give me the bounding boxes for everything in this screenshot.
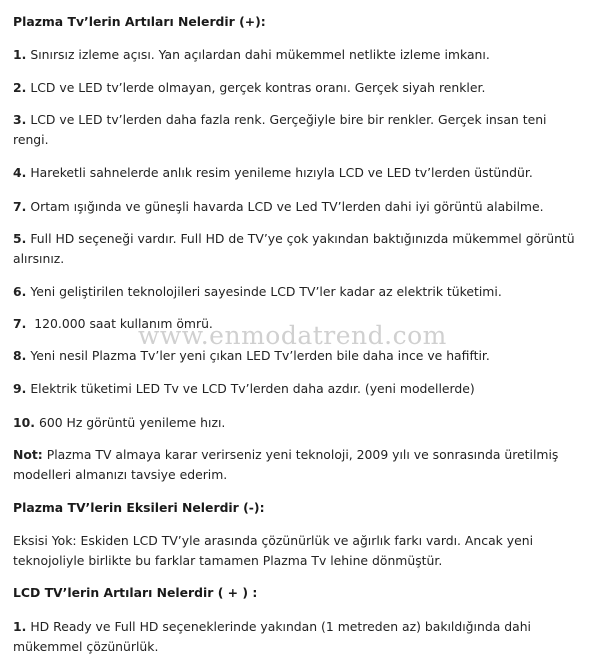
note-paragraph: Not: Plazma TV almaya karar verirseniz yeni teknoloji, 2009 yılı ve sonrasında üretilmiş modelleri almanızı tavsiye ederim. bbox=[13, 447, 559, 482]
list-item: 1. HD Ready ve Full HD seçeneklerinde yakından (1 metreden az) bakıldığında dahi mükemmel çözünürlük. bbox=[13, 619, 531, 654]
list-item: 10. 600 Hz görüntü yenileme hızı. bbox=[13, 415, 226, 430]
list-item: 7. 120.000 saat kullanım ömrü. bbox=[13, 316, 213, 331]
site-watermark: www.enmodatrend.com bbox=[138, 321, 447, 350]
list-item: 5. Full HD seçeneği vardır. Full HD de TV’ye çok yakından baktığınızda mükemmel görüntü alırsınız. bbox=[13, 231, 575, 266]
list-item: 4. Hareketli sahnelerde anlık resim yenileme hızıyla LCD ve LED tv’lerden üstündür. bbox=[13, 165, 533, 180]
list-item: 9. Elektrik tüketimi LED Tv ve LCD Tv’lerden daha azdır. (yeni modellerde) bbox=[13, 381, 475, 396]
heading-plasma-pros: Plazma Tv’lerin Artıları Nelerdir (+): bbox=[13, 14, 266, 29]
heading-lcd-pros: LCD TV’lerin Artıları Nelerdir ( + ) : bbox=[13, 585, 258, 600]
list-item: 7. Ortam ışığında ve güneşli havarda LCD ve Led TV’lerden dahi iyi görüntü alabilme. bbox=[13, 199, 544, 214]
heading-plasma-cons: Plazma TV’lerin Eksileri Nelerdir (-): bbox=[13, 500, 265, 515]
list-item: 1. Sınırsız izleme açısı. Yan açılardan dahi mükemmel netlikte izleme imkanı. bbox=[13, 47, 490, 62]
list-item: 6. Yeni geliştirilen teknolojileri sayesinde LCD TV’ler kadar az elektrik tüketimi. bbox=[13, 284, 502, 299]
list-item: 2. LCD ve LED tv’lerde olmayan, gerçek kontras oranı. Gerçek siyah renkler. bbox=[13, 80, 486, 95]
cons-paragraph: Eksisi Yok: Eskiden LCD TV’yle arasında çözünürlük ve ağırlık farkı vardı. Ancak yeni teknojoliyle birlikte bu farklar tamamen Plazma Tv lehine dönmüştür. bbox=[13, 533, 534, 568]
list-item: 3. LCD ve LED tv’lerden daha fazla renk. Gerçeğiyle bire bir renkler. Gerçek insan teni rengi. bbox=[13, 112, 547, 147]
list-item: 8. Yeni nesil Plazma Tv’ler yeni çıkan LED Tv’lerden bile daha ince ve hafiftir. bbox=[13, 348, 490, 363]
